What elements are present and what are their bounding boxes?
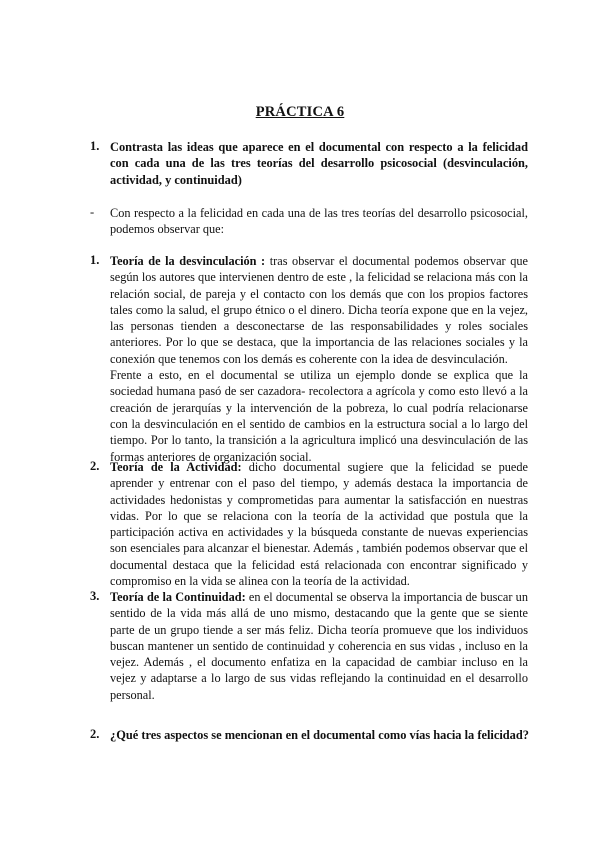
theory-2-number: 2.: [90, 459, 100, 473]
theory-3-number: 3.: [90, 589, 100, 603]
page-title: PRÁCTICA 6: [255, 104, 345, 120]
question-2-number: 2.: [90, 727, 100, 741]
intro-bullet: -: [90, 205, 95, 219]
question-1-text: Contrasta las ideas que aparece en el documental con respecto a la felicidad con cada una de las tres teorías del desarrollo psicosocial (desvinculación, actividad, y continuidad): [110, 140, 528, 187]
theory-3-text: en el documental se observa la importancia de buscar un sentido de la vida más allá de uno mismo, destacando que la gente que se siente parte de un grupo tiende a ser más feliz. Dicha teoría promueve que los individuos buscan mantener un sentido de continuidad y coherencia en sus vidas , incluso en la vejez. Además , el documento enfatiza en la capacidad de cambiar incluso en la vejez y adaptarse a lo largo de sus vidas reflejando la continuidad en el desarrollo personal.: [110, 590, 528, 702]
theory-2-text: dicho documental sugiere que la felicidad se puede aprender y entrenar con el paso del tiempo, y además destaca la importancia de actividades hedonistas y comprometidas para aumentar la satisfacción en nuestras vidas. Por lo que se relaciona con la teoría de la actividad que postula que la participación activa en actividades y la búsqueda constante de nuevas experiencias son esenciales para alcanzar el bienestar. Además , también podemos observar que el documental destaca que la felicidad está relacionada con encontrar significado y compromiso en la vida se alinea con la teoría de la actividad.: [110, 460, 528, 589]
theory-1-text: tras observar el documental podemos observar que según los autores que intervienen dentro de este , la felicidad se relaciona más con la relación social, de pareja y el contacto con los demás que con los propios factores tales como la salud, el grupo étnico o el dinero. Dicha teoría expone que en la vejez, las personas tienden a desconectarse de las responsabilidades y roles sociales anteriores. Por lo que se destaca, que la importancia de las relaciones sociales y la conexión que tenemos con los demás es coherente con la idea de desvinculación.: [110, 254, 528, 366]
question-2-text: ¿Qué tres aspectos se mencionan en el documental como vías hacia la felicidad?: [110, 728, 529, 742]
theory-1-extra: Frente a esto, en el documental se utiliza un ejemplo donde se explica que la sociedad humana pasó de ser cazadora- recolectora a agrícola y como esto llevó a la creación de jerarquías y la intervención de la pobreza, lo cual podría relacionarse con la desvinculación en el sentido de cambios en la estructura social a lo largo del tiempo. Por lo tanto, la transición a la agricultura implicó una desvinculación de las formas anteriores de organización social.: [110, 368, 528, 464]
question-1-number: 1.: [90, 139, 100, 153]
intro-text: Con respecto a la felicidad en cada una de las tres teorías del desarrollo psicosocial, podemos observar que:: [110, 206, 528, 237]
theory-3-heading: Teoría de la Continuidad:: [110, 590, 246, 604]
theory-1-heading: Teoría de la desvinculación :: [110, 254, 266, 268]
theory-2-heading: Teoría de la Actividad:: [110, 460, 242, 474]
theory-1-item: [110, 253, 528, 465]
theory-2-item: [110, 459, 528, 589]
theory-1-number: 1.: [90, 253, 100, 267]
theory-3-item: [110, 589, 528, 703]
